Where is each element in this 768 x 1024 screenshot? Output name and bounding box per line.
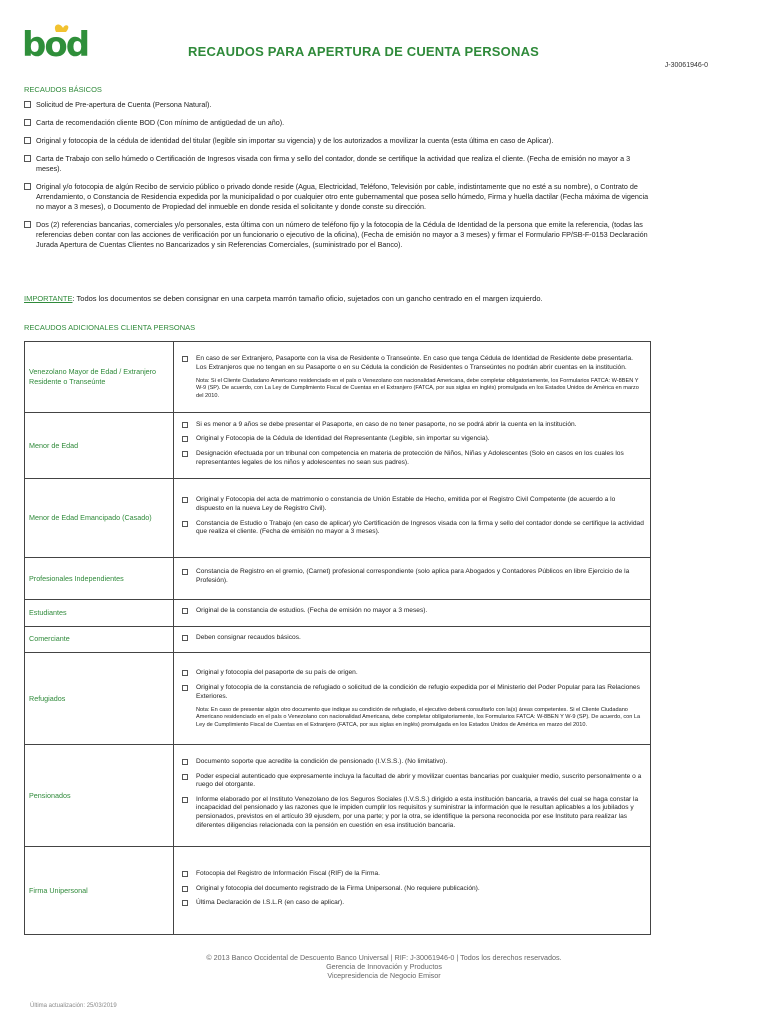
checkbox-icon <box>24 137 31 144</box>
checkbox-icon <box>182 356 188 362</box>
row-category: Firma Unipersonal <box>25 847 174 935</box>
basic-item-text: Carta de Trabajo con sello húmedo o Certificación de Ingresos visada con firma y sello del contador, donde se certifique la actividad que realiza el cliente. (Fecha de emisión no mayor a 3 meses). <box>36 154 631 173</box>
checkbox-icon <box>182 871 188 877</box>
footer-vp: Vicepresidencia de Negocio Emisor <box>327 971 441 980</box>
checkbox-icon <box>182 422 188 428</box>
row-category: Refugiados <box>25 653 174 745</box>
list-item <box>180 669 644 678</box>
checkbox-icon <box>182 900 188 906</box>
list-item-text: Fotocopia del Registro de Información Fiscal (RIF) de la Firma. <box>196 870 380 878</box>
basic-item <box>24 100 652 110</box>
checkbox-icon <box>24 155 31 162</box>
checkbox-icon <box>24 183 31 190</box>
basic-item-text: Solicitud de Pre-apertura de Cuenta (Persona Natural). <box>36 100 212 109</box>
checkbox-icon <box>24 101 31 108</box>
checkbox-icon <box>182 608 188 614</box>
important-note <box>24 294 724 303</box>
checkbox-icon <box>182 521 188 527</box>
footer-copyright: © 2013 Banco Occidental de Descuento Banco Universal | RIF: J-30061946-0 | Todos los derechos reservados. <box>206 953 562 962</box>
row-category: Comerciante <box>25 626 174 653</box>
checkbox-icon <box>182 569 188 575</box>
table-row <box>25 479 651 558</box>
row-category: Menor de Edad Emancipado (Casado) <box>25 479 174 558</box>
basic-item <box>24 118 652 128</box>
list-item-text: Original y fotocopia de la constancia de refugiado o solicitud de la condición de refugio expedida por el Ministerio del Poder Popular para las Relaciones Exteriores. <box>196 684 640 700</box>
row-note: Nota: Si el Cliente Ciudadano Americano residenciado en el país o Venezolano con nacionalidad Americana, debe completar obligatoriamente, los Formularios FATCA: W-8BEN Y W-9 (SP). De acuerdo, con La Ley de Cumplimiento Fiscal de Cuentas en el Extranjero (FATCA, por sus siglas en inglés) promulgada en los Estados Unidos de América en marzo del 2010. <box>196 378 639 399</box>
table-row <box>25 626 651 653</box>
checkbox-icon <box>182 886 188 892</box>
basic-heading: RECAUDOS BÁSICOS <box>24 85 102 94</box>
list-item-text: Original de la constancia de estudios. (Fecha de emisión no mayor a 3 meses). <box>196 607 428 614</box>
list-item <box>180 520 644 537</box>
list-item-text: En caso de ser Extranjero, Pasaporte con la visa de Residente o Transeúnte. En caso que tenga Cédula de Identidad de Residente debe presentarla. Los Extranjeros que no tengan en su Pasaporte o en su Cédula la condición de Residentes o Transeúntes no podrán abrir cuentas en la institución. <box>196 355 633 371</box>
row-items <box>174 626 651 653</box>
list-item-text: Constancia de Registro en el gremio, (Carnet) profesional correspondiente (solo aplica para Abogados y Contadores Públicos en libre Ejercicio de la Profesión). <box>196 568 630 584</box>
list-item <box>180 758 644 767</box>
basic-item <box>24 136 652 146</box>
basic-item <box>24 220 652 250</box>
row-items <box>174 413 651 479</box>
row-items <box>174 479 651 558</box>
row-note: Nota: En caso de presentar algún otro documento que indique su condición de refugiado, el ejecutivo deberá consultarlo con la(s) áreas competentes. Si el Cliente Ciudadano Americano residenciado en el país o Venezolano con nacionalidad Americana, debe completar obligatoriamente, los Formularios FATCA: W-8BEN Y W-9 (SP). De acuerdo, con La Ley de Cumplimiento Fiscal de Cuentas en el Extranjero (FATCA, por sus siglas en inglés) promulgada en los Estados Unidos de América en marzo del 2010. <box>196 707 641 728</box>
list-item-text: Original y Fotocopia del acta de matrimonio o constancia de Unión Estable de Hecho, emitida por el Registro Civil Competente (de acuerdo a lo dispuesto en la nueva Ley de Registro Civil). <box>196 496 616 512</box>
row-items <box>174 653 651 745</box>
list-item <box>180 450 644 467</box>
checkbox-icon <box>182 451 188 457</box>
table-row <box>25 745 651 847</box>
list-item-text: Informe elaborado por el Instituto Venezolano de los Seguros Sociales (I.V.S.S.) dirigido a esta institución bancaria, a través del cual se haga constar la incapacidad del pensionado y las razones que le impiden cumplir los requisitos y suministrar la información que le resultan aplicables a los jubilados y pensionados, previstos en el artículo 39 ejusdem, por una parte; y por la otra, se identifique la persona reconocida por ese Instituto para realizar las diferentes diligencias relacionada con la pensión en cuestión en esa institución bancaria. <box>196 795 639 829</box>
checkbox-icon <box>182 685 188 691</box>
list-item-text: Poder especial autenticado que expresamente incluya la facultad de abrir y movilizar cuentas bancarias por cualquier medio, suscrito personalmente o a ruego del otorgante. <box>196 772 642 789</box>
list-item-text: Constancia de Estudio o Trabajo (en caso de aplicar) y/o Certificación de Ingresos visada con la firma y sello del contador donde se certifique la actividad que realiza el cliente. (Fecha de emisión no mayor a 3 meses). <box>196 519 644 536</box>
checkbox-icon <box>182 670 188 676</box>
list-item-text: Original y fotocopia del documento registrado de la Firma Unipersonal. (No requiere publicación). <box>196 884 480 892</box>
table-row <box>25 413 651 479</box>
table-row <box>25 600 651 627</box>
row-items <box>174 847 651 935</box>
list-item <box>180 773 644 790</box>
table-row <box>25 558 651 600</box>
row-items <box>174 745 651 847</box>
checkbox-icon <box>182 797 188 803</box>
additional-table <box>24 341 651 935</box>
footer <box>0 953 768 980</box>
table-row <box>25 847 651 935</box>
table-row <box>25 653 651 745</box>
checkbox-icon <box>24 221 31 228</box>
basic-item <box>24 182 652 212</box>
basic-item-text: Original y/o fotocopia de algún Recibo de servicio público o privado donde reside (Agua, Electricidad, Teléfono, Televisión por cable, indistintamente que no esté a su nombre), o Contrato de Arrendamiento, o Constancia de Residencia expedida por la municipalidad o por cualquier otro ente gubernamental que posea sello húmedo, Firma y huella dactilar (Fecha máxima de vigencia no mayor a 3 meses), o Documento de Propiedad del inmueble en donde resida el solicitante y donde conste su dirección. <box>36 182 649 211</box>
row-items <box>174 342 651 413</box>
row-category: Pensionados <box>25 745 174 847</box>
list-item-text: Deben consignar recaudos básicos. <box>196 633 301 641</box>
checkbox-icon <box>182 635 188 641</box>
row-category: Profesionales Independientes <box>25 558 174 600</box>
list-item <box>180 885 644 894</box>
list-item <box>180 607 644 616</box>
basic-item-text: Dos (2) referencias bancarias, comerciales y/o personales, esta última con un número de teléfono fijo y la fotocopia de la Cédula de Identidad de la persona que emite la referencia, (todas las referencias deben contar con las acciones de verificación por un funcionario o ejecutivo de la oficina), (Fecha de emisión no mayor a 3 meses) y firmar el Formulario FP/SB-F-0153 Declaración Jurada Apertura de Cuentas Clientes no Bancarizados y sin Referencias Comerciales, (suministrado por el Banco). <box>36 220 648 249</box>
checkbox-icon <box>182 436 188 442</box>
basic-item-text: Original y fotocopia de la cédula de identidad del titular (legible sin importar su vigencia) y de los autorizados a movilizar la cuenta (esta última en caso de Aplicar). <box>36 136 554 145</box>
list-item-text: Designación efectuada por un tribunal con competencia en materia de protección de Niños, Niñas y Adolescentes (Solo en casos en los cuales los representantes legales de los niños y adolescentes no sean sus padres). <box>196 450 624 466</box>
document-code: J-30061946-0 <box>664 62 708 69</box>
list-item <box>180 568 644 585</box>
row-category: Estudiantes <box>25 600 174 627</box>
list-item <box>180 684 644 701</box>
list-item-text: Original y fotocopia del pasaporte de su país de origen. <box>196 669 358 677</box>
bod-logo <box>22 22 89 65</box>
checkbox-icon <box>24 119 31 126</box>
checkbox-icon <box>182 774 188 780</box>
row-items <box>174 600 651 627</box>
checkbox-icon <box>182 759 188 765</box>
row-items <box>174 558 651 600</box>
list-item <box>180 796 644 830</box>
list-item <box>180 435 644 444</box>
list-item <box>180 870 644 879</box>
important-label: IMPORTANTE <box>24 294 73 303</box>
page-title: RECAUDOS PARA APERTURA DE CUENTA PERSONAS <box>188 44 540 59</box>
list-item <box>180 421 644 430</box>
last-updated: Última actualización: 25/03/2019 <box>30 1003 117 1009</box>
table-row <box>25 342 651 413</box>
logo-text: bod <box>22 25 89 65</box>
list-item <box>180 355 644 372</box>
additional-heading: RECAUDOS ADICIONALES CLIENTA PERSONAS <box>24 323 196 332</box>
list-item-text: Si es menor a 9 años se debe presentar el Pasaporte, en caso de no tener pasaporte, no se podrá abrir la cuenta en la institución. <box>196 420 577 428</box>
basic-item-text: Carta de recomendación cliente BOD (Con mínimo de antigüedad de un año). <box>36 118 285 127</box>
list-item-text: Documento soporte que acredite la condición de pensionado (I.V.S.S.). (No limitativo). <box>196 758 448 766</box>
basic-item <box>24 154 652 174</box>
basic-list <box>24 100 652 258</box>
list-item-text: Original y Fotocopia de la Cédula de Identidad del Representante (Legible, sin importar su vigencia). <box>196 435 490 443</box>
list-item <box>180 634 644 643</box>
row-category: Menor de Edad <box>25 413 174 479</box>
list-item <box>180 899 644 908</box>
important-text: : Todos los documentos se deben consignar en una carpeta marrón tamaño oficio, sujetados con un gancho centrado en el margen izquierdo. <box>72 294 543 303</box>
list-item-text: Última Declaración de I.S.L.R (en caso de aplicar). <box>196 899 345 907</box>
footer-department: Gerencia de Innovación y Productos <box>326 962 442 971</box>
row-category: Venezolano Mayor de Edad / Extranjero Residente o Transeúnte <box>25 342 174 413</box>
list-item <box>180 496 644 513</box>
checkbox-icon <box>182 497 188 503</box>
